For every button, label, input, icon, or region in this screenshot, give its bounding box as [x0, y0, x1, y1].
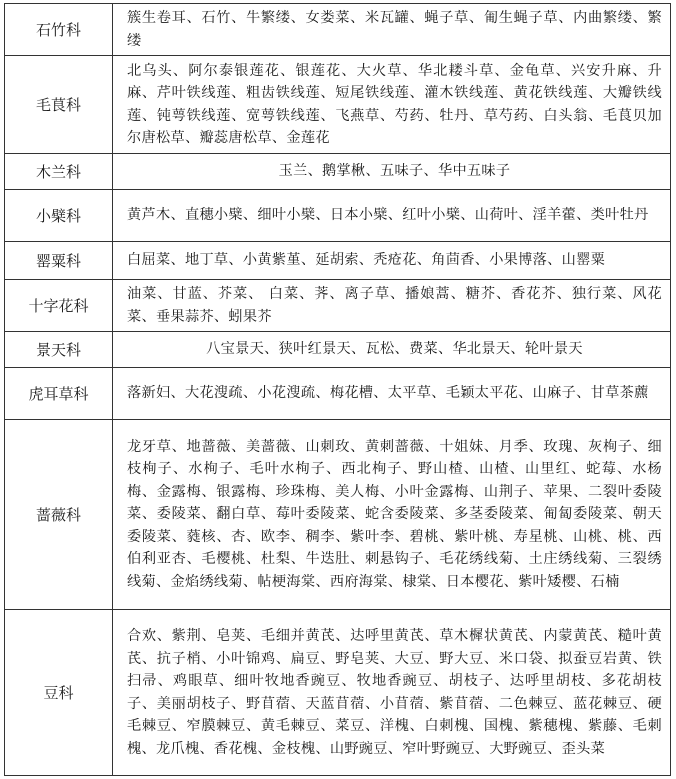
table-row [5, 154, 671, 190]
family-cell: 虎耳草科 [5, 368, 113, 420]
species-cell: 落新妇、大花溲疏、小花溲疏、梅花槽、太平草、毛颖太平花、山麻子、甘草茶藨 [113, 368, 671, 420]
family-cell: 景天科 [5, 332, 113, 368]
species-cell: 龙牙草、地蔷薇、美蔷薇、山刺玫、黄刺蔷薇、十姐妹、月季、玫瑰、灰栒子、细枝栒子、水栒子、毛叶水栒子、西北栒子、野山楂、山楂、山里红、蛇莓、水杨梅、金露梅、银露梅、珍珠梅、美人梅、小叶金露梅、山荆子、苹果、二裂叶委陵菜、委陵菜、翻白草、莓叶委陵菜、蛇含委陵菜、多茎委陵菜、匍匐委陵菜、朝天委陵菜、蕤核、杏、欧李、稠李、紫叶李、碧桃、紫叶桃、寿星桃、山桃、桃、西伯利亚杏、毛樱桃、杜梨、牛迭肚、刺悬钩子、毛花绣线菊、土庄绣线菊、三裂绣线菊、金焰绣线菊、帖梗海棠、西府海棠、棣棠、日本樱花、紫叶矮樱、石楠 [113, 420, 671, 610]
family-cell: 毛茛科 [5, 56, 113, 154]
table-row [5, 56, 671, 154]
table-row [5, 332, 671, 368]
family-cell: 十字花科 [5, 280, 113, 332]
table-row [5, 420, 671, 610]
plant-species-table [4, 3, 671, 776]
table-row [5, 280, 671, 332]
species-cell: 合欢、紫荆、皂荚、毛细并黄芪、达呼里黄芪、草木樨状黄芪、内蒙黄芪、糙叶黄芪、抗子梢、小叶锦鸡、扁豆、野皂荚、大豆、野大豆、米口袋、拟蚕豆岩黄、铁扫帚、鸡眼草、细叶牧地香豌豆、牧地香豌豆、胡枝子、达呼里胡枝、多花胡枝子、美丽胡枝子、野苜蓿、天蓝苜蓿、小苜蓿、紫苜蓿、二色棘豆、蓝花棘豆、硬毛棘豆、窄膜棘豆、黄毛棘豆、菜豆、洋槐、白刺槐、国槐、紫穗槐、紫藤、毛刺槐、龙爪槐、香花槐、金枝槐、山野豌豆、窄叶野豌豆、大野豌豆、歪头菜 [113, 610, 671, 776]
species-cell: 白屈菜、地丁草、小黄紫堇、延胡索、秃疮花、角茴香、小果博落、山罂粟 [113, 242, 671, 280]
family-cell: 蔷薇科 [5, 420, 113, 610]
table-row [5, 368, 671, 420]
family-cell: 木兰科 [5, 154, 113, 190]
species-cell: 八宝景天、狭叶红景天、瓦松、费菜、华北景天、轮叶景天 [113, 332, 671, 368]
family-cell: 罂粟科 [5, 242, 113, 280]
table-row [5, 190, 671, 242]
species-cell: 玉兰、鹅掌楸、五味子、华中五味子 [113, 154, 671, 190]
family-cell: 豆科 [5, 610, 113, 776]
species-cell: 北乌头、阿尔泰银莲花、银莲花、大火草、华北耧斗草、金龟草、兴安升麻、升麻、芹叶铁线莲、粗齿铁线莲、短尾铁线莲、灌木铁线莲、黄花铁线莲、大瓣铁线莲、钝萼铁线莲、宽萼铁线莲、飞燕草、芍药、牡丹、草芍药、白头翁、毛茛贝加尔唐松草、瓣蕊唐松草、金莲花 [113, 56, 671, 154]
species-cell: 簇生卷耳、石竹、牛繁缕、女娄菜、米瓦罐、蝇子草、匍生蝇子草、内曲繁缕、繁缕 [113, 4, 671, 56]
family-cell: 石竹科 [5, 4, 113, 56]
species-cell: 黄芦木、直穗小檗、细叶小檗、日本小檗、红叶小檗、山荷叶、淫羊藿、类叶牡丹 [113, 190, 671, 242]
table-row [5, 610, 671, 776]
family-cell: 小檗科 [5, 190, 113, 242]
species-cell: 油菜、甘蓝、芥菜、 白菜、荠、离子草、播娘蒿、糖芥、香花芥、独行菜、风花菜、垂果蒜芥、蚓果芥 [113, 280, 671, 332]
table-row [5, 4, 671, 56]
table-row [5, 242, 671, 280]
